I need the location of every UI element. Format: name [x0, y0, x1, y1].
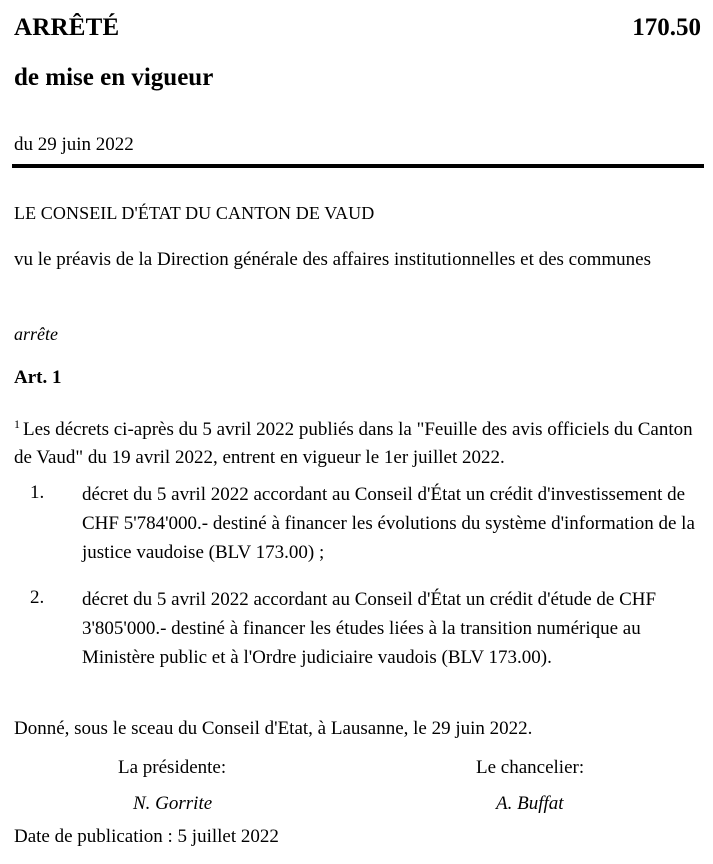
publication-date: Date de publication : 5 juillet 2022: [14, 826, 279, 847]
paragraph-marker: 1: [14, 417, 20, 431]
given-under-seal: Donné, sous le sceau du Conseil d'Etat, à Lausanne, le 29 juin 2022.: [14, 718, 533, 739]
list-item-number: 2.: [30, 587, 45, 608]
decision-word: arrête: [14, 324, 58, 344]
document-type: ARRÊTÉ: [14, 14, 120, 41]
preavis-paragraph: vu le préavis de la Direction générale des affaires institutionnelles et des communes: [14, 249, 651, 270]
header-divider: [12, 164, 704, 168]
list-item-text: décret du 5 avril 2022 accordant au Conseil d'État un crédit d'investissement de CHF 5'784'000.- destiné à financer les évolutions du système d'information de la justice vaudoise (BLV 173.00) ;: [82, 484, 695, 563]
document-number: 170.50: [632, 14, 701, 41]
signatory-role-chancellor: Le chancelier:: [476, 757, 585, 778]
list-item-number: 1.: [30, 482, 45, 503]
article-heading: Art. 1: [14, 367, 62, 388]
document-subtitle: de mise en vigueur: [14, 64, 214, 91]
list-item-text: décret du 5 avril 2022 accordant au Conseil d'État un crédit d'étude de CHF 3'805'000.- destiné à financer les études liées à la transition numérique au Ministère public et à l'Ordre judiciaire vaudois (BLV 173.00).: [82, 589, 657, 668]
signatory-role-president: La présidente:: [118, 757, 227, 778]
issuing-authority: LE CONSEIL D'ÉTAT DU CANTON DE VAUD: [14, 203, 375, 223]
document-date: du 29 juin 2022: [14, 134, 134, 155]
signatory-name-president: N. Gorrite: [133, 793, 213, 814]
signatory-name-chancellor: A. Buffat: [496, 793, 564, 814]
article-paragraph: [14, 410, 704, 472]
paragraph-text: Les décrets ci-après du 5 avril 2022 publiés dans la "Feuille des avis officiels du Canton de Vaud" du 19 avril 2022, entrent en vigueur le 1er juillet 2022.: [14, 419, 693, 468]
